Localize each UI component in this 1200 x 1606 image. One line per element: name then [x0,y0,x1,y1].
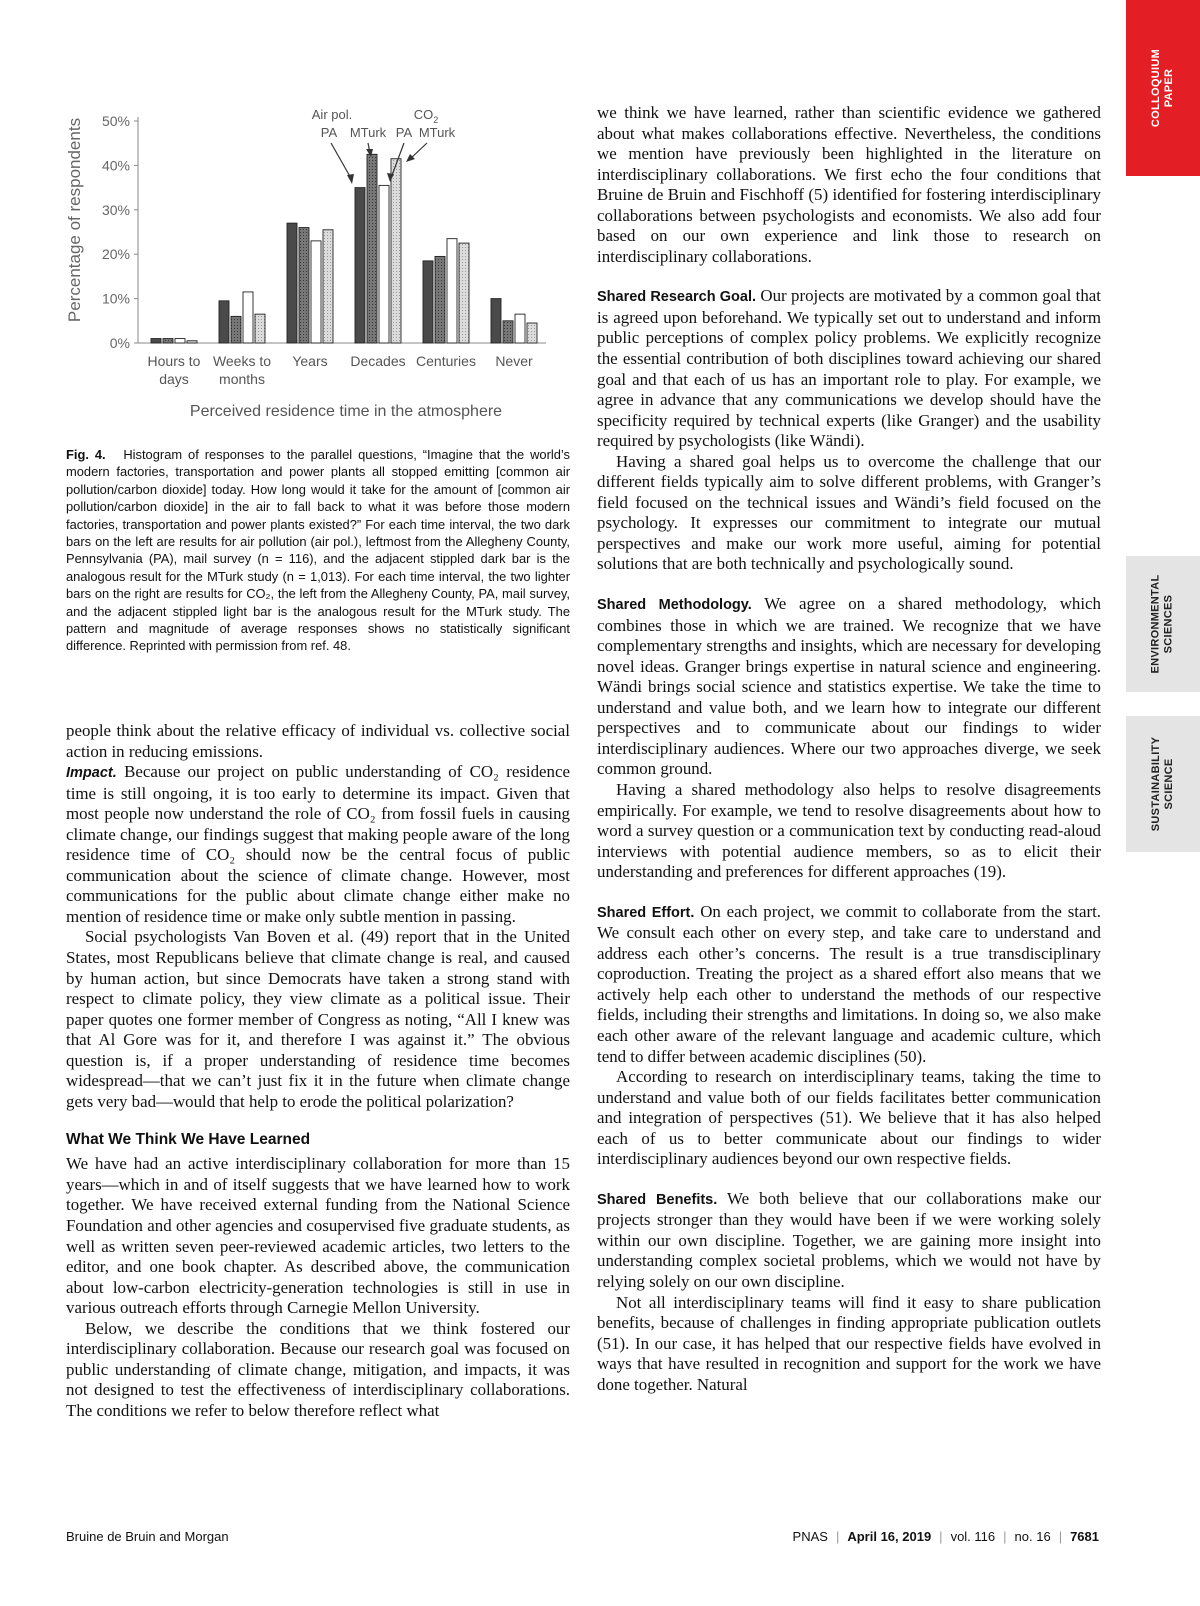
bar-1-2 [243,292,253,343]
footer-issue: no. 16 [1014,1529,1051,1544]
bar-5-2 [515,314,525,343]
caption-text: Histogram of responses to the parallel questions, “Imagine that the world’s modern factories, transportation and power plants all stopped emitting [common air pollution/carbon dioxide] today. How long would it take for the amount of [common air pollution/carbon dioxide] in the air to fall back to what it was before those modern factories, transportation and power plants existed?” For each time interval, the two dark bars on the left are results for air pollution (air pol.), leftmost from the Allegheny County, Pennsylvania (PA), mail survey (n = 116), and the adjacent stippled dark bar is the analogous result for the MTurk study (n = 1,013). For each time interval, the two lighter bars on the right are results for CO₂, the left from the Allegheny County, PA, mail survey, and the adjacent stippled light bar is the analogous result for the MTurk study. The pattern and magnitude of average responses shows no statistically significant difference. Reprinted with permission from ref. 48. [66,447,570,654]
y-tick-label: 10% [101,290,130,307]
bar-4-3 [459,243,469,343]
bar-3-0 [355,188,365,343]
left-paragraph-1: people think about the relative efficacy of individual vs. collective social action in reducing emissions. [66,721,570,761]
bar-0-3 [187,341,197,343]
shared-benefits-paragraph [597,1189,1101,1293]
x-tick-label: Centuries [416,353,476,369]
annot-mturk-1: MTurk [349,125,387,140]
shared-method-paragraph-2: Having a shared methodology also helps to resolve disagreements empirically. For example, we tend to resolve disagreements about how to word a survey question or a communication text by conducting read-aloud interviews with potential audience members, so as to elicit their understanding and preferences for different approaches (19). [597,779,1101,882]
bar-4-2 [447,239,457,343]
annot-pa-1: PA [320,125,338,140]
y-axis-label: Percentage of respondents [65,117,84,323]
y-tick-label: 50% [101,113,130,129]
bar-4-1 [435,256,445,343]
footer-date: April 16, 2019 [847,1529,932,1544]
environmental-sciences-tab [1126,556,1200,692]
shared-method-paragraph [597,594,1101,780]
bar-2-0 [287,223,297,343]
shared-effort-heading: Shared Effort. [597,904,695,921]
bar-5-3 [527,323,537,343]
bar-3-1 [367,154,377,343]
annot-pa-2: PA [395,125,413,140]
shared-method-text: We agree on a shared methodology, which combines those in which we are trained. We recognize that we have complementary strengths and insights, which are necessary for developing novel ideas. Granger brings expertise in natural science and engineering. Wändi brings social science and statistics expertise. We take the time to understand and value both, and we learn how to integrate our different perspectives and to communicate about our findings to wider interdisciplinary audiences. Where our two approaches diverge, we seek common ground. [597,594,1101,779]
x-tick-label: Years [292,353,328,369]
right-paragraph-1: we think we have learned, rather than scientific evidence we gathered about what makes collaborations effective. Nevertheless, the conditions we mention have previously been highlighted in the literature on interdisciplinary collaborations. We first echo the four conditions that Bruine de Bruin and Fischhoff (5) identified for fostering interdisciplinary collaborations between psychologists and economists. We also add four based on our own experience and link those to research on interdisciplinary collaborations. [597,103,1101,266]
bar-2-2 [311,241,321,343]
shared-benefits-heading: Shared Benefits. [597,1191,718,1208]
caption-label: Fig. 4. [66,447,106,462]
arrow-head-pa-air [347,174,354,184]
bar-1-3 [255,314,265,343]
x-tick-labels [148,353,533,387]
left-paragraph-5: Below, we describe the conditions that we think fostered our interdisciplinary collaboration. Because our research goal was focused on public understanding of climate change, mitigation, and impacts, it was not designed to test the effectiveness of interdisciplinary collaborations. The conditions we refer to below therefore reflect what [66,1318,570,1420]
shared-effort-text: On each project, we commit to collaborate from the start. We consult each other on every step, and take care to understand and address each other’s concerns. The result is a true transdisciplinary coproduction. Treating the project as a shared effort also means that we actively help each other to understand the methods of our respective fields, including their strengths and limitations. In doing so, we also make each other aware of the relevant language and academic culture, which tend to differ between academic disciplines (50). [597,901,1101,1066]
bar-1-1 [231,316,241,343]
figure-4-histogram [60,100,570,440]
shared-goal-paragraph [597,286,1101,451]
footer-page: 7681 [1070,1529,1099,1544]
bar-3-2 [379,185,389,343]
x-axis-label: Perceived residence time in the atmosphere [189,403,503,420]
colloquium-paper-tab [1126,0,1200,176]
annot-air-pol: Air pol. [311,107,353,122]
shared-benefits-text: We both believe that our collaborations make our projects stronger than they would have been if we were working solely within our own discipline. Together, we are gaining more insight into understanding complex societal problems, which we would not have by relying solely on our own discipline. [597,1188,1101,1291]
shared-goal-heading: Shared Research Goal. [597,289,757,306]
impact-paragraph [66,762,570,927]
x-tick-label: Decades [350,353,406,369]
left-paragraph-3: Social psychologists Van Boven et al. (49) report that in the United States, most Republicans believe that climate change is real, and caused by human action, but since Democrats have taken a strong stand with respect to climate policy, they view climate as a political issue. Their paper quotes one former member of Congress as noting, “All I knew was that Al Gore was for it, and therefore I was against it.” The obvious question is, if a proper understanding of residence time becomes widespread—that we can’t just fix it in the future when climate change gets very bad—would that help to erode the political polarization? [66,927,570,1111]
x-tick-label: Never [495,353,533,369]
bar-0-2 [175,339,185,343]
x-tick-label: Hours to days [147,353,201,387]
bar-0-0 [151,339,161,343]
left-column [66,721,570,1422]
footer-journal: PNAS [792,1529,828,1544]
y-tick-label: 20% [101,246,130,263]
section-heading: What We Think We Have Learned [66,1131,311,1149]
shared-goal-paragraph-2: Having a shared goal helps us to overcome the challenge that our different fields typically aim to solve different problems, with Granger’s field focused on the technical issues and Wändi’s field focused on the psychology. It expresses our commitment to integrate our mutual perspectives and make our work more useful, aiming for potential solutions that are both technically and psychologically sound. [597,451,1101,574]
annot-co2: $CO_2$ [413,107,439,125]
y-tick-label: 0% [109,335,130,351]
chart-annotations [312,107,456,184]
y-tick-label: 30% [101,201,130,218]
bar-0-1 [163,339,173,343]
shared-benefits-paragraph-2: Not all interdisciplinary teams will find it easy to share publication benefits, because of challenges in finding appropriate publication outlets (51). In our case, it has helped that our respective fields have evolved in ways that have resulted in recognition and support for the work we have done together. Natural [597,1292,1101,1394]
shared-effort-paragraph [597,902,1101,1067]
bar-5-0 [491,299,501,343]
figure-caption [66,446,570,655]
impact-heading: Impact. [66,765,117,782]
footer-volume: vol. 116 [950,1529,996,1544]
environmental-sciences-label: ENVIRONMENTAL SCIENCES [1150,574,1175,674]
right-column [597,103,1101,1395]
shared-method-heading: Shared Methodology. [597,597,752,614]
sustainability-science-label: SUSTAINABILITY SCIENCE [1150,736,1176,832]
footer-citation: PNAS | April 16, 2019 | vol. 116 | no. 16 | 7681 [792,1529,1099,1544]
x-tick-label: Weeks to months [212,353,272,387]
impact-text: Because our project on public understanding of CO₂ residence time is still ongoing, it is too early to determine its impact. Given that most people now understand the role of CO₂ from fossil fuels in causing climate change, our findings suggest that making people aware of the long residence time of CO₂ should now be the central focus of public communication about the science of climate change. However, most communications for the public about climate change either make no mention of residence time or make only subtle mention in passing. [66,762,570,926]
bar-4-0 [423,261,433,343]
bar-2-3 [323,230,333,343]
colloquium-paper-label: COLLOQUIUM PAPER [1150,48,1176,128]
bar-1-0 [219,301,229,343]
annot-mturk-2: MTurk [418,125,456,140]
bars-group [151,154,537,343]
bar-5-1 [503,321,513,343]
bar-2-1 [299,228,309,343]
y-tick-label: 40% [101,157,130,174]
shared-effort-paragraph-2: According to research on interdisciplinary teams, taking the time to understand and value both of our fields facilitates better communication and integration of perspectives (51). We believe that it has also helped each of us to better communicate about our findings to wider interdisciplinary audiences beyond our own respective fields. [597,1067,1101,1169]
arrow-pa-air [331,143,352,180]
bar-3-3 [391,159,401,343]
shared-goal-text: Our projects are motivated by a common goal that is agreed upon beforehand. We typically set out to understand and inform public perceptions of complex policy problems. We explicitly recognize the essential contribution of both disciplines toward achieving our shared goal and that each of us has an important role to play. For example, we agree in advance that any communications we develop should have the specificity required by technical experts (like Granger) and the usability required by psychologists (like Wändi). [597,286,1101,451]
footer-authors: Bruine de Bruin and Morgan [66,1529,229,1544]
sustainability-science-tab [1126,716,1200,852]
left-paragraph-4: We have had an active interdisciplinary collaboration for more than 15 years—which in and of itself suggests that we have learned how to work together. We have received external funding from the National Science Foundation and other agencies and cosupervised five graduate students, as well as written seven peer-reviewed academic articles, two letters to the editor, and one book chapter. As described above, the communication about low-carbon electricity-generation technologies is still in use in various outreach efforts through Carnegie Mellon University. [66,1154,570,1318]
